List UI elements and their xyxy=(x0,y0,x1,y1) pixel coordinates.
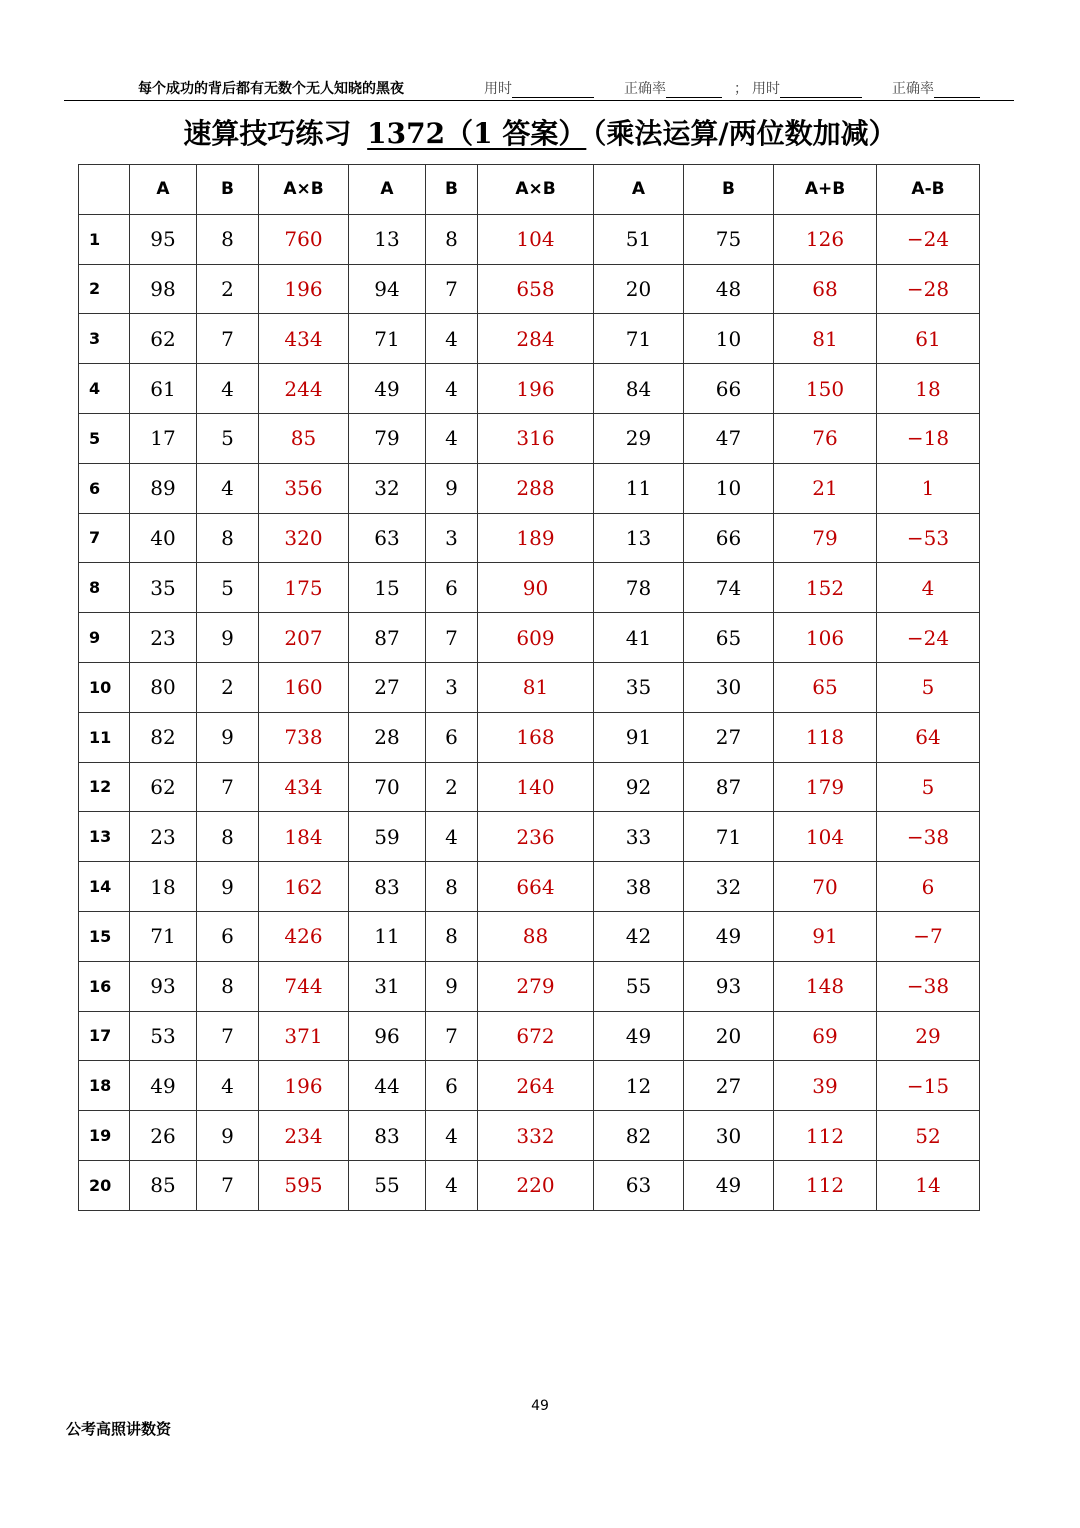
operand-cell: 78 xyxy=(594,563,684,613)
table-row xyxy=(79,364,980,414)
operand-cell: 62 xyxy=(130,314,197,364)
operand-cell: 4 xyxy=(426,1160,478,1210)
row-number: 3 xyxy=(79,314,130,364)
table-row xyxy=(79,662,980,712)
title-code: 1372（1 答案） xyxy=(367,117,587,150)
time-field-2 xyxy=(752,78,862,98)
operand-cell: 18 xyxy=(130,862,197,912)
answer-cell: −7 xyxy=(877,911,980,961)
row-number: 16 xyxy=(79,961,130,1011)
operand-cell: 4 xyxy=(197,463,259,513)
operand-cell: 20 xyxy=(594,264,684,314)
answer-cell: 14 xyxy=(877,1160,980,1210)
answer-cell: 69 xyxy=(774,1011,877,1061)
operand-cell: 7 xyxy=(426,1011,478,1061)
operand-cell: 83 xyxy=(349,1111,426,1161)
answer-cell: 104 xyxy=(478,214,594,264)
answer-cell: 189 xyxy=(478,513,594,563)
operand-cell: 6 xyxy=(197,911,259,961)
answer-cell: 168 xyxy=(478,712,594,762)
row-number: 17 xyxy=(79,1011,130,1061)
answer-cell: −38 xyxy=(877,812,980,862)
operand-cell: 3 xyxy=(426,513,478,563)
answer-cell: 65 xyxy=(774,662,877,712)
operand-cell: 63 xyxy=(594,1160,684,1210)
answer-cell: 79 xyxy=(774,513,877,563)
operand-cell: 48 xyxy=(684,264,774,314)
row-number: 18 xyxy=(79,1061,130,1111)
answer-cell: 91 xyxy=(774,911,877,961)
answer-cell: −38 xyxy=(877,961,980,1011)
operand-cell: 28 xyxy=(349,712,426,762)
operand-cell: 49 xyxy=(684,1160,774,1210)
operand-cell: 26 xyxy=(130,1111,197,1161)
row-number: 4 xyxy=(79,364,130,414)
column-header: A+B xyxy=(774,165,877,215)
operand-cell: 10 xyxy=(684,463,774,513)
operand-cell: 29 xyxy=(594,413,684,463)
answer-cell: −24 xyxy=(877,214,980,264)
operand-cell: 87 xyxy=(684,762,774,812)
operand-cell: 2 xyxy=(426,762,478,812)
row-number: 12 xyxy=(79,762,130,812)
accuracy-field xyxy=(624,78,722,98)
answer-cell: 609 xyxy=(478,613,594,663)
operand-cell: 11 xyxy=(594,463,684,513)
answer-cell: 320 xyxy=(259,513,349,563)
operand-cell: 71 xyxy=(684,812,774,862)
answer-cell: 106 xyxy=(774,613,877,663)
answer-cell: 236 xyxy=(478,812,594,862)
operand-cell: 63 xyxy=(349,513,426,563)
table-row xyxy=(79,961,980,1011)
answer-cell: 1 xyxy=(877,463,980,513)
operand-cell: 8 xyxy=(426,862,478,912)
column-header xyxy=(79,165,130,215)
table-row xyxy=(79,1061,980,1111)
answer-cell: 118 xyxy=(774,712,877,762)
answer-cell: 29 xyxy=(877,1011,980,1061)
answer-cell: 175 xyxy=(259,563,349,613)
operand-cell: 4 xyxy=(426,812,478,862)
answer-cell: 81 xyxy=(478,662,594,712)
operand-cell: 49 xyxy=(684,911,774,961)
practice-table xyxy=(78,164,980,1211)
operand-cell: 20 xyxy=(684,1011,774,1061)
operand-cell: 8 xyxy=(426,214,478,264)
table-row xyxy=(79,812,980,862)
table-row xyxy=(79,463,980,513)
operand-cell: 4 xyxy=(426,1111,478,1161)
answer-cell: 18 xyxy=(877,364,980,414)
operand-cell: 93 xyxy=(684,961,774,1011)
operand-cell: 9 xyxy=(197,712,259,762)
column-header: A-B xyxy=(877,165,980,215)
accuracy-blank-2[interactable] xyxy=(934,83,980,98)
operand-cell: 9 xyxy=(197,613,259,663)
operand-cell: 6 xyxy=(426,1061,478,1111)
title-suffix: （乘法运算/两位数加减） xyxy=(592,117,897,150)
page-number: 49 xyxy=(531,1398,549,1414)
operand-cell: 17 xyxy=(130,413,197,463)
operand-cell: 80 xyxy=(130,662,197,712)
answer-cell: 52 xyxy=(877,1111,980,1161)
column-header: B xyxy=(197,165,259,215)
table-row xyxy=(79,563,980,613)
answer-cell: 179 xyxy=(774,762,877,812)
operand-cell: 89 xyxy=(130,463,197,513)
operand-cell: 13 xyxy=(594,513,684,563)
row-number: 19 xyxy=(79,1111,130,1161)
operand-cell: 35 xyxy=(594,662,684,712)
operand-cell: 5 xyxy=(197,563,259,613)
answer-cell: 64 xyxy=(877,712,980,762)
operand-cell: 6 xyxy=(426,563,478,613)
operand-cell: 41 xyxy=(594,613,684,663)
answer-cell: 126 xyxy=(774,214,877,264)
operand-cell: 38 xyxy=(594,862,684,912)
operand-cell: 70 xyxy=(349,762,426,812)
table-row xyxy=(79,613,980,663)
operand-cell: 82 xyxy=(130,712,197,762)
row-number: 11 xyxy=(79,712,130,762)
answer-cell: 112 xyxy=(774,1111,877,1161)
table-body xyxy=(79,214,980,1210)
operand-cell: 8 xyxy=(197,812,259,862)
operand-cell: 49 xyxy=(349,364,426,414)
operand-cell: 49 xyxy=(594,1011,684,1061)
operand-cell: 61 xyxy=(130,364,197,414)
column-header: B xyxy=(426,165,478,215)
time-field xyxy=(484,78,594,98)
column-header: A xyxy=(130,165,197,215)
row-number: 7 xyxy=(79,513,130,563)
operand-cell: 65 xyxy=(684,613,774,663)
operand-cell: 44 xyxy=(349,1061,426,1111)
operand-cell: 4 xyxy=(426,413,478,463)
answer-cell: 434 xyxy=(259,314,349,364)
table-row xyxy=(79,762,980,812)
operand-cell: 53 xyxy=(130,1011,197,1061)
table-header-row xyxy=(79,165,980,215)
time-label: 用时 xyxy=(484,81,512,97)
operand-cell: 75 xyxy=(684,214,774,264)
separator: ； xyxy=(734,81,748,97)
answer-cell: 332 xyxy=(478,1111,594,1161)
table-row xyxy=(79,862,980,912)
operand-cell: 2 xyxy=(197,264,259,314)
answer-cell: 371 xyxy=(259,1011,349,1061)
operand-cell: 3 xyxy=(426,662,478,712)
operand-cell: 66 xyxy=(684,513,774,563)
operand-cell: 71 xyxy=(130,911,197,961)
operand-cell: 79 xyxy=(349,413,426,463)
table-row xyxy=(79,214,980,264)
answer-cell: 150 xyxy=(774,364,877,414)
answer-cell: 162 xyxy=(259,862,349,912)
operand-cell: 83 xyxy=(349,862,426,912)
operand-cell: 9 xyxy=(197,862,259,912)
row-number: 1 xyxy=(79,214,130,264)
row-number: 15 xyxy=(79,911,130,961)
operand-cell: 7 xyxy=(197,1160,259,1210)
operand-cell: 27 xyxy=(684,1061,774,1111)
answer-cell: 6 xyxy=(877,862,980,912)
operand-cell: 7 xyxy=(426,264,478,314)
answer-cell: 244 xyxy=(259,364,349,414)
answer-cell: −24 xyxy=(877,613,980,663)
answer-cell: 90 xyxy=(478,563,594,613)
operand-cell: 71 xyxy=(594,314,684,364)
row-number: 20 xyxy=(79,1160,130,1210)
answer-cell: 664 xyxy=(478,862,594,912)
operand-cell: 92 xyxy=(594,762,684,812)
operand-cell: 51 xyxy=(594,214,684,264)
operand-cell: 27 xyxy=(349,662,426,712)
answer-cell: 5 xyxy=(877,662,980,712)
table-row xyxy=(79,911,980,961)
operand-cell: 42 xyxy=(594,911,684,961)
answer-cell: −15 xyxy=(877,1061,980,1111)
answer-cell: 595 xyxy=(259,1160,349,1210)
answer-cell: 196 xyxy=(478,364,594,414)
operand-cell: 15 xyxy=(349,563,426,613)
row-number: 10 xyxy=(79,662,130,712)
answer-cell: 148 xyxy=(774,961,877,1011)
table-row xyxy=(79,1011,980,1061)
operand-cell: 7 xyxy=(197,1011,259,1061)
answer-cell: 284 xyxy=(478,314,594,364)
answer-cell: 760 xyxy=(259,214,349,264)
answer-cell: −28 xyxy=(877,264,980,314)
operand-cell: 4 xyxy=(197,364,259,414)
answer-cell: 426 xyxy=(259,911,349,961)
motto-text: 每个成功的背后都有无数个无人知晓的黑夜 xyxy=(138,81,404,97)
operand-cell: 9 xyxy=(197,1111,259,1161)
table-row xyxy=(79,264,980,314)
table-row xyxy=(79,513,980,563)
operand-cell: 12 xyxy=(594,1061,684,1111)
operand-cell: 23 xyxy=(130,812,197,862)
operand-cell: 8 xyxy=(197,513,259,563)
answer-cell: 207 xyxy=(259,613,349,663)
operand-cell: 49 xyxy=(130,1061,197,1111)
page-title xyxy=(0,112,1080,152)
operand-cell: 33 xyxy=(594,812,684,862)
row-number: 8 xyxy=(79,563,130,613)
operand-cell: 55 xyxy=(349,1160,426,1210)
answer-cell: 738 xyxy=(259,712,349,762)
operand-cell: 30 xyxy=(684,662,774,712)
accuracy-field-2 xyxy=(892,78,980,98)
operand-cell: 8 xyxy=(426,911,478,961)
operand-cell: 96 xyxy=(349,1011,426,1061)
operand-cell: 9 xyxy=(426,463,478,513)
operand-cell: 40 xyxy=(130,513,197,563)
answer-cell: 279 xyxy=(478,961,594,1011)
accuracy-label-2: 正确率 xyxy=(892,81,934,97)
time-blank-2[interactable] xyxy=(780,83,862,98)
operand-cell: 4 xyxy=(426,314,478,364)
operand-cell: 71 xyxy=(349,314,426,364)
column-header: A×B xyxy=(259,165,349,215)
page-header xyxy=(138,76,1018,100)
operand-cell: 59 xyxy=(349,812,426,862)
answer-cell: 88 xyxy=(478,911,594,961)
answer-cell: −18 xyxy=(877,413,980,463)
answer-cell: 112 xyxy=(774,1160,877,1210)
answer-cell: 356 xyxy=(259,463,349,513)
operand-cell: 32 xyxy=(349,463,426,513)
answer-cell: 4 xyxy=(877,563,980,613)
header-divider xyxy=(64,100,1014,101)
operand-cell: 27 xyxy=(684,712,774,762)
answer-cell: 5 xyxy=(877,762,980,812)
operand-cell: 2 xyxy=(197,662,259,712)
column-header: B xyxy=(684,165,774,215)
operand-cell: 95 xyxy=(130,214,197,264)
operand-cell: 7 xyxy=(197,314,259,364)
answer-cell: 672 xyxy=(478,1011,594,1061)
row-number: 9 xyxy=(79,613,130,663)
title-prefix: 速算技巧练习 xyxy=(183,117,352,150)
footer-text: 公考高照讲数资 xyxy=(66,1420,172,1438)
row-number: 5 xyxy=(79,413,130,463)
answer-cell: 21 xyxy=(774,463,877,513)
answer-cell: 39 xyxy=(774,1061,877,1111)
accuracy-blank[interactable] xyxy=(666,83,722,98)
answer-cell: 196 xyxy=(259,1061,349,1111)
column-header: A xyxy=(349,165,426,215)
operand-cell: 30 xyxy=(684,1111,774,1161)
operand-cell: 91 xyxy=(594,712,684,762)
operand-cell: 31 xyxy=(349,961,426,1011)
operand-cell: 87 xyxy=(349,613,426,663)
answer-cell: 184 xyxy=(259,812,349,862)
operand-cell: 10 xyxy=(684,314,774,364)
operand-cell: 5 xyxy=(197,413,259,463)
table-row xyxy=(79,1160,980,1210)
answer-cell: 104 xyxy=(774,812,877,862)
operand-cell: 7 xyxy=(197,762,259,812)
answer-cell: 68 xyxy=(774,264,877,314)
operand-cell: 4 xyxy=(426,364,478,414)
answer-cell: 288 xyxy=(478,463,594,513)
operand-cell: 94 xyxy=(349,264,426,314)
table-row xyxy=(79,314,980,364)
operand-cell: 93 xyxy=(130,961,197,1011)
answer-cell: 61 xyxy=(877,314,980,364)
answer-cell: 744 xyxy=(259,961,349,1011)
accuracy-label: 正确率 xyxy=(624,81,666,97)
row-number: 13 xyxy=(79,812,130,862)
time-label-2: 用时 xyxy=(752,81,780,97)
operand-cell: 7 xyxy=(426,613,478,663)
operand-cell: 47 xyxy=(684,413,774,463)
table-row xyxy=(79,413,980,463)
row-number: 2 xyxy=(79,264,130,314)
answer-cell: 434 xyxy=(259,762,349,812)
operand-cell: 98 xyxy=(130,264,197,314)
operand-cell: 6 xyxy=(426,712,478,762)
operand-cell: 84 xyxy=(594,364,684,414)
operand-cell: 55 xyxy=(594,961,684,1011)
answer-cell: 658 xyxy=(478,264,594,314)
operand-cell: 85 xyxy=(130,1160,197,1210)
column-header: A×B xyxy=(478,165,594,215)
operand-cell: 35 xyxy=(130,563,197,613)
row-number: 14 xyxy=(79,862,130,912)
row-number: 6 xyxy=(79,463,130,513)
time-blank[interactable] xyxy=(512,83,594,98)
operand-cell: 66 xyxy=(684,364,774,414)
answer-cell: 220 xyxy=(478,1160,594,1210)
answer-cell: 76 xyxy=(774,413,877,463)
operand-cell: 9 xyxy=(426,961,478,1011)
answer-cell: 316 xyxy=(478,413,594,463)
operand-cell: 8 xyxy=(197,961,259,1011)
answer-cell: −53 xyxy=(877,513,980,563)
column-header: A xyxy=(594,165,684,215)
operand-cell: 8 xyxy=(197,214,259,264)
operand-cell: 32 xyxy=(684,862,774,912)
operand-cell: 62 xyxy=(130,762,197,812)
answer-cell: 81 xyxy=(774,314,877,364)
answer-cell: 85 xyxy=(259,413,349,463)
operand-cell: 82 xyxy=(594,1111,684,1161)
operand-cell: 4 xyxy=(197,1061,259,1111)
operand-cell: 13 xyxy=(349,214,426,264)
table-row xyxy=(79,712,980,762)
answer-cell: 140 xyxy=(478,762,594,812)
table-row xyxy=(79,1111,980,1161)
answer-cell: 152 xyxy=(774,563,877,613)
operand-cell: 23 xyxy=(130,613,197,663)
answer-cell: 234 xyxy=(259,1111,349,1161)
operand-cell: 11 xyxy=(349,911,426,961)
answer-cell: 160 xyxy=(259,662,349,712)
answer-cell: 70 xyxy=(774,862,877,912)
answer-cell: 264 xyxy=(478,1061,594,1111)
operand-cell: 74 xyxy=(684,563,774,613)
answer-cell: 196 xyxy=(259,264,349,314)
